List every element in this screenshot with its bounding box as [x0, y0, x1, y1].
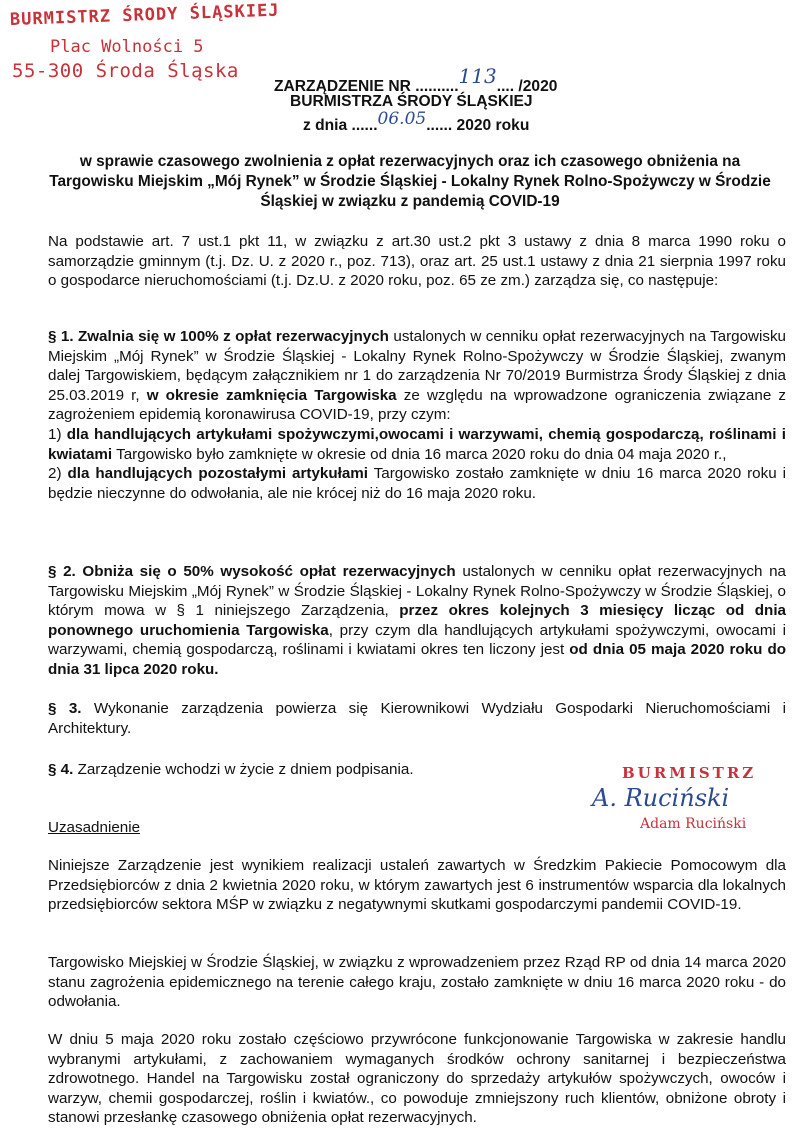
section-1-item-1: 1) dla handlujących artykułami spożywczymi,owocami i warzywami, chemią gospodarczą, roślinami i kwiatami Targowisko było zamknięte w okresie od dnia 16 marca 2020 roku do dnia 04 maja 2020 r.,	[48, 425, 786, 463]
justification-paragraph-1: Niniejsze Zarządzenie jest wynikiem realizacji ustaleń zawartych w Średzkim Pakiecie Pomocowym dla Przedsiębiorców z dnia 2 kwietnia 2020 roku, w którym zawartych jest 6 instrumentów wsparcia dla lokalnych przedsiębiorców sektora MŚP w związku z negatywnymi skutkami gospodarczymi pandemii COVID-19.	[48, 857, 786, 914]
date-line: z dnia ......06.05...... 2020 roku	[303, 109, 530, 134]
handwritten-number: 113	[458, 64, 497, 88]
ordinance-number-line: ZARZĄDZENIE NR ..........113.... /2020	[274, 64, 558, 95]
justification-paragraph-2: Targowisko Miejskiej w Środzie Śląskiej, w związku z wprowadzeniem przez Rząd RP od dnia 14 marca 2020 stanu zagrożenia epidemicznego na terenie całego kraju, zostało zamknięte w dniu 16 marca 2020 roku - do odwołania.	[48, 954, 786, 1011]
stamp-line-2: Plac Wolności 5	[50, 37, 204, 57]
legal-basis: Na podstawie art. 7 ust.1 pkt 11, w związku z art.30 ust.2 pkt 3 ustawy z dnia 8 marca 1990 roku o samorządzie gminnym (t.j. Dz. U. z 2020 r., poz. 713), oraz art. 25 ust.1 ustawy z dnia 21 sierpnia 1997 roku o gospodarce nieruchomościami (t.j. Dz.U. z 2020 roku, poz. 65 ze zm.) zarządza się, co następuje:	[48, 233, 786, 290]
section-2: § 2. Obniża się o 50% wysokość opłat rezerwacyjnych ustalonych w cenniku opłat rezerwacyjnych na Targowisku Miejskim „Mój Rynek” w Środzie Śląskiej - Lokalny Rynek Rolno-Spożywczy w Środzie Śląskiej, o którym mowa w § 1 niniejszego Zarządzenia, przez okres kolejnych 3 miesięcy licząc od dnia ponownego uruchomienia Targowiska, przy czym dla handlujących artykułami spożywczymi, owocami i warzywami, chemią gospodarczą, roślinami i kwiatami okres ten liczony jest od dnia 05 maja 2020 roku do dnia 31 lipca 2020 roku.	[48, 563, 786, 678]
section-1-lead: § 1. Zwalnia się w 100% z opłat rezerwacyjnych	[48, 328, 389, 345]
signature-title: BURMISTRZ	[622, 764, 757, 782]
stamp-line-1: BURMISTRZ ŚRODY ŚLĄSKIEJ	[9, 0, 280, 30]
section-3: § 3. Wykonanie zarządzenia powierza się Kierownikowi Wydziału Gospodarki Nieruchomościami i Architektury.	[48, 700, 786, 737]
section-2-lead: § 2. Obniża się o 50% wysokość opłat rezerwacyjnych	[48, 563, 456, 580]
handwritten-date: 06.05	[377, 109, 427, 129]
issuer-line: BURMISTRZA ŚRODY ŚLĄSKIEJ	[290, 93, 533, 110]
justification-heading: Uzasadnienie	[48, 819, 141, 836]
justification-paragraph-3: W dniu 5 maja 2020 roku zostało częściowo przywrócone funkcjonowanie Targowiska w zakresie handlu wybranymi artykułami, z zachowaniem wymaganych środków ochrony sanitarnej i bezpieczeństwa zdrowotnego. Handel na Targowisku został ograniczony do sprzedaży artykułów spożywczych, owoców i warzyw, chemii gospodarczej, roślin i kwiatów., co powoduje zmniejszony ruch klientów, obniżone obroty i stanowi przesłankę czasowego obniżenia opłat rezerwacyjnych.	[48, 1031, 786, 1127]
signatory-name: Adam Ruciński	[640, 816, 747, 832]
stamp-line-3: 55-300 Środa Śląska	[12, 60, 239, 82]
section-1-item-2: 2) dla handlujących pozostałymi artykułami Targowisko zostało zamknięte w dniu 16 marca 2020 roku i będzie nieczynne do odwołania, ale nie krócej niż do 16 maja 2020 roku.	[48, 465, 786, 502]
ordinance-subject: w sprawie czasowego zwolnienia z opłat rezerwacyjnych oraz ich czasowego obniżenia na Targowisku Miejskim „Mój Rynek” w Środzie Śląskiej - Lokalny Rynek Rolno-Spożywczy w Środzie Śląskiej w związku z pandemią COVID-19	[49, 153, 771, 210]
section-4: § 4. Zarządzenie wchodzi w życie z dniem podpisania.	[48, 761, 414, 778]
section-1: § 1. Zwalnia się w 100% z opłat rezerwacyjnych ustalonych w cenniku opłat rezerwacyjnych na Targowisku Miejskim „Mój Rynek” w Środzie Śląskiej - Lokalny Rynek Rolno-Spożywczy w Środzie Śląskiej, zwanym dalej Targowiskiem, będącym załącznikiem nr 1 do zarządzenia Nr 70/2019 Burmistrza Środy Śląskiej z dnia 25.03.2019 r, w okresie zamknięcia Targowiska ze względu na wprowadzone ograniczenia związane z zagrożeniem epidemią koronawirusa COVID-19, przy czym: 1) dla handlujących artykułami spożywczymi,owocami i warzywami, chemią gospodarczą, roślinami i kwiatami Targowisko było zamknięte w okresie od dnia 16 marca 2020 roku do dnia 04 maja 2020 r., 2) dla handlujących pozostałymi artykułami Targowisko zostało zamknięte w dniu 16 marca 2020 roku i będzie nieczynne do odwołania, ale nie krócej niż do 16 maja 2020 roku.	[48, 328, 787, 502]
handwritten-signature: A. Ruciński	[592, 784, 730, 812]
